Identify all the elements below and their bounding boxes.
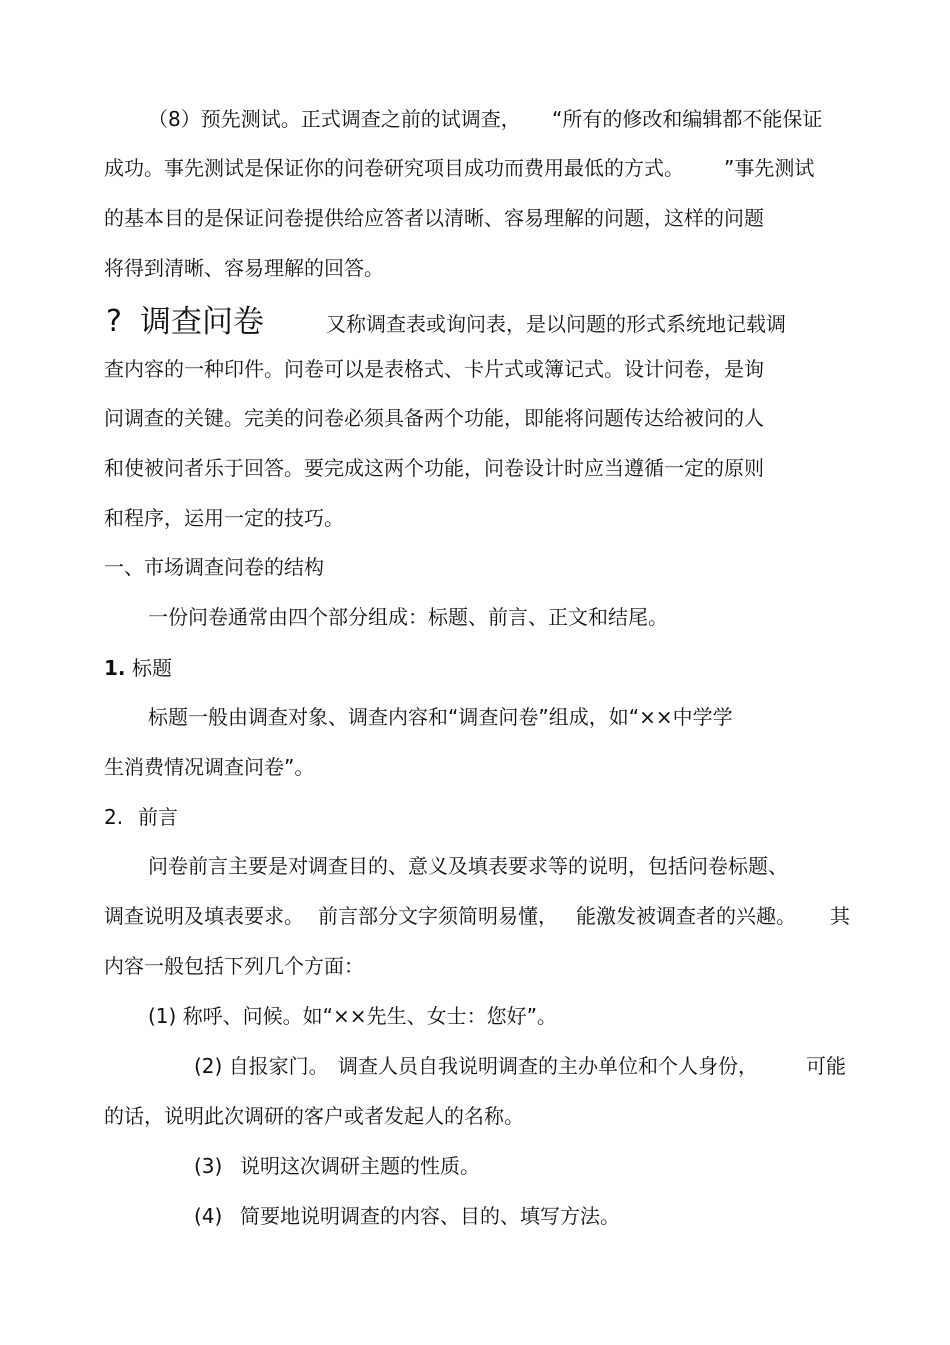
paragraph-text: (2) 自报家门。: [194, 1054, 329, 1078]
item-number: (3): [194, 1154, 223, 1178]
paragraph-text: 生消费情况调查问卷”。: [104, 755, 315, 779]
paragraph-text: 的基本目的是保证问卷提供给应答者以清晰、容易理解的问题，这样的问题: [104, 206, 764, 230]
paragraph-text: 其: [830, 904, 850, 928]
question-mark-bullet: ?: [106, 304, 122, 339]
paragraph-text: (1) 称呼、问候。如“××先生、女士：您好”。: [148, 1004, 557, 1028]
paragraph-text: ”事先测试: [724, 156, 815, 180]
paragraph-text: 问卷前言主要是对调查目的、意义及填表要求等的说明，包括问卷标题、: [148, 854, 788, 878]
item-number: 1.: [104, 656, 126, 680]
item-number: (4): [194, 1204, 223, 1228]
paragraph-text: 成功。事先测试是保证你的问卷研究项目成功而费用最低的方式。: [104, 156, 684, 180]
paragraph-text: 内容一般包括下列几个方面：: [104, 954, 364, 978]
paragraph-text: 能激发被调查者的兴趣。: [576, 904, 796, 928]
paragraph-text: 说明这次调研主题的性质。: [240, 1154, 480, 1178]
paragraph-text: 查内容的一种印件。问卷可以是表格式、卡片式或簿记式。设计问卷，是询: [104, 357, 764, 381]
paragraph-text: 和程序，运用一定的技巧。: [104, 506, 344, 530]
paragraph-text: 和使被问者乐于回答。要完成这两个功能，问卷设计时应当遵循一定的原则: [104, 456, 764, 480]
paragraph-text: 将得到清晰、容易理解的回答。: [104, 256, 384, 280]
paragraph-text: 前言部分文字须简明易懂，: [318, 904, 558, 928]
paragraph-text: 调查人员自我说明调查的主办单位和个人身份，: [338, 1054, 758, 1078]
item-label: 前言: [138, 805, 178, 829]
paragraph-text: 标题一般由调查对象、调查内容和“调查问卷”组成，如“××中学学: [148, 705, 733, 729]
paragraph-text: 一份问卷通常由四个部分组成：标题、前言、正文和结尾。: [148, 605, 668, 629]
questionnaire-heading-line: [0, 303, 950, 341]
paragraph-text: 又称调查表或询问表，是以问题的形式系统地记载调: [326, 312, 786, 336]
paragraph-text: “所有的修改和编辑都不能保证: [552, 107, 823, 131]
paragraph-text: （8）预先测试。正式调查之前的试调查，: [148, 107, 521, 131]
paragraph-text: 调查说明及填表要求。: [104, 904, 304, 928]
paragraph-text: 问调查的关键。完美的问卷必须具备两个功能，即能将问题传达给被问的人: [104, 406, 764, 430]
section-title: 调查问卷: [140, 304, 264, 340]
section-heading: 一、市场调查问卷的结构: [104, 555, 324, 579]
paragraph-text: 简要地说明调查的内容、目的、填写方法。: [240, 1204, 620, 1228]
paragraph-text: 可能: [806, 1054, 846, 1078]
item-label: 标题: [132, 656, 172, 680]
item-number: 2.: [104, 805, 124, 829]
paragraph-text: 的话，说明此次调研的客户或者发起人的名称。: [104, 1104, 524, 1128]
